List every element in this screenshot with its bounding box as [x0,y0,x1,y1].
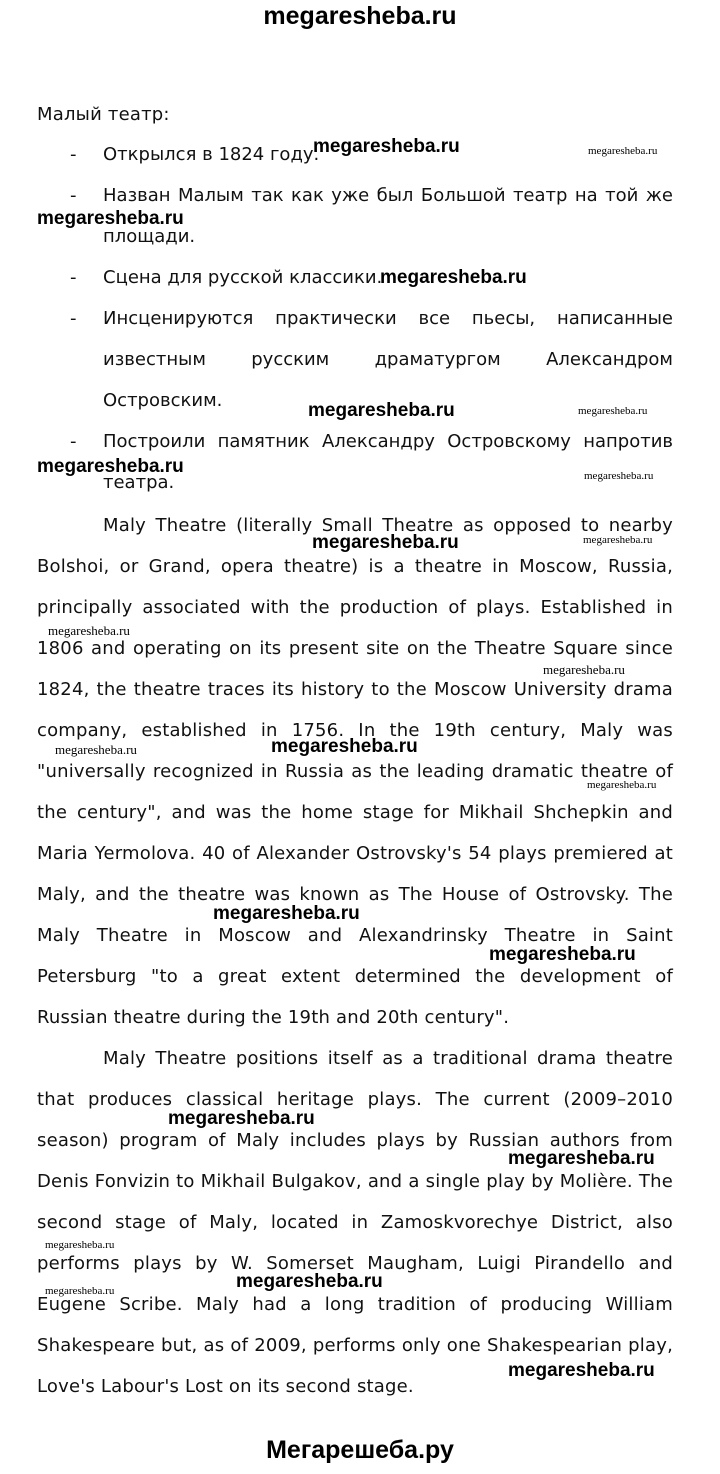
bullet-item [37,257,673,298]
watermark: megaresheba.ru [380,267,527,288]
bullet-dash: - [70,267,77,288]
bullet-text: Построили памятник Александру Островскому напротив театра. [103,431,673,493]
watermark: megaresheba.ru [587,779,657,791]
watermark: megaresheba.ru [588,145,658,157]
bullet-dash: - [70,308,77,329]
bullet-text: Сцена для русской классики. [103,267,383,288]
watermark: megaresheba.ru [313,136,460,157]
watermark: megaresheba.ru [543,662,625,677]
watermark: megaresheba.ru [508,1360,655,1381]
section-heading: Малый театр: [37,104,170,125]
bullet-text: Назван Малым так как уже был Большой театр на той же площади. [103,185,673,247]
site-header[interactable]: megaresheba.ru [263,2,457,30]
bullet-list [37,134,673,503]
watermark: megaresheba.ru [489,944,636,965]
watermark: megaresheba.ru [48,623,130,638]
watermark: megaresheba.ru [213,903,360,924]
watermark: megaresheba.ru [45,1285,115,1297]
paragraph-maly-repertoire: Maly Theatre positions itself as a traditional drama theatre that produces classical heritage plays. The current (2009–2010 season) program of Maly includes plays by Russian authors from Denis Fonvizin to Mikhail Bulgakov, and a single play by Molière. The second stage of Maly, located in Zamoskvorechye District, also performs plays by W. Somerset Maugham, Luigi Pirandello and Eugene Scribe. Maly had a long tradition of producing William Shakespeare but, as of 2009, performs only one Shakespearian play, Love's Labour's Lost on its second stage. [37,1048,673,1397]
watermark: megaresheba.ru [37,208,184,229]
watermark: megaresheba.ru [584,470,654,482]
bullet-text: Открылся в 1824 году. [103,144,320,165]
site-footer[interactable]: Мегарешеба.ру [266,1436,454,1464]
watermark: megaresheba.ru [308,400,455,421]
bullet-text: Инсценируются практически все пьесы, написанные известным русским драматургом Александром Островским. [103,308,673,411]
watermark: megaresheba.ru [236,1271,383,1292]
watermark: megaresheba.ru [37,456,184,477]
paragraph-maly-history: Maly Theatre (literally Small Theatre as opposed to nearby Bolshoi, or Grand, opera theatre) is a theatre in Moscow, Russia, principally associated with the production of plays. Established in 1806 and operating on its present site on the Theatre Square since 1824, the theatre traces its history to the Moscow University drama company, established in 1756. In the 19th century, Maly was "universally recognized in Russia as the leading dramatic theatre of the century", and was the home stage for Mikhail Shchepkin and Maria Yermolova. 40 of Alexander Ostrovsky's 54 plays premiered at Maly, and the theatre was known as The House of Ostrovsky. The Maly Theatre in Moscow and Alexandrinsky Theatre in Saint Petersburg "to a great extent determined the development of Russian theatre during the 19th and 20th century". [37,515,673,1028]
bullet-dash: - [70,431,77,452]
watermark: megaresheba.ru [508,1148,655,1169]
watermark: megaresheba.ru [583,534,653,546]
watermark: megaresheba.ru [578,405,648,417]
bullet-dash: - [70,185,77,206]
watermark: megaresheba.ru [55,742,137,757]
watermark: megaresheba.ru [45,1239,115,1251]
watermark: megaresheba.ru [312,532,459,553]
watermark: megaresheba.ru [271,736,418,757]
bullet-dash: - [70,144,77,165]
watermark: megaresheba.ru [168,1108,315,1129]
